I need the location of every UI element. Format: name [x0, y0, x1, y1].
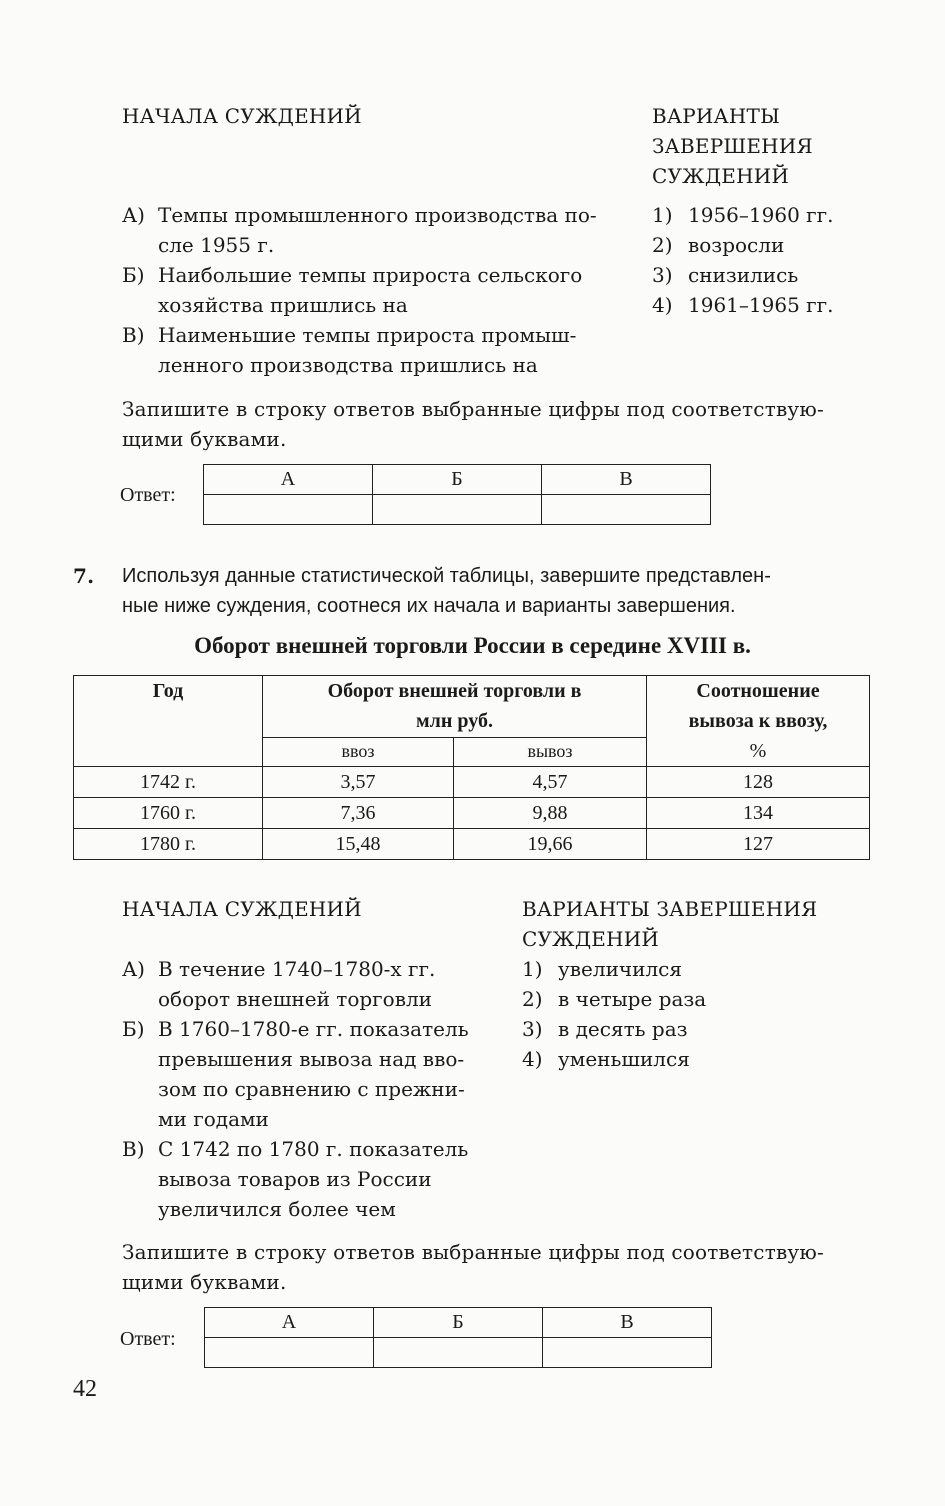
item-line: ленного производства пришлись на: [158, 353, 538, 377]
item-text: уменьшился: [558, 1047, 690, 1071]
item-label: А): [122, 203, 145, 227]
answer-cell-b[interactable]: [373, 495, 542, 525]
cell-export: 19,66: [454, 829, 647, 860]
answer-label-2: Ответ:: [120, 1328, 176, 1350]
item-label: Б): [122, 1017, 145, 1041]
item-text: возросли: [688, 233, 785, 257]
endings-header-1: [652, 101, 813, 191]
item-label: 3): [652, 263, 673, 287]
beginnings-header-1: НАЧАЛА СУЖДЕНИЙ: [122, 104, 362, 128]
endings-header-line: СУЖДЕНИЙ: [652, 164, 790, 188]
item-label: 4): [522, 1047, 543, 1071]
header-import: ввоз: [263, 737, 454, 766]
task-number: 7.: [73, 564, 95, 588]
answer-header-b: Б: [373, 465, 542, 495]
cell-ratio: 127: [647, 829, 870, 860]
endings-header-line: ВАРИАНТЫ: [652, 104, 780, 128]
instruction-line: щими буквами.: [122, 1270, 287, 1294]
answer-header-v: В: [543, 1308, 712, 1338]
cell-ratio: 128: [647, 767, 870, 798]
beginnings-header-2: НАЧАЛА СУЖДЕНИЙ: [122, 897, 362, 921]
header-year: Год: [74, 676, 263, 767]
item-label: В): [122, 1137, 145, 1161]
item-line: зом по сравнению с прежни-: [158, 1077, 465, 1101]
instruction-line: Запишите в строку ответов выбранные цифры под соответствую-: [122, 397, 824, 421]
instruction-1: [122, 394, 882, 454]
answer-header-a: А: [204, 465, 373, 495]
item-line: хозяйства пришлись на: [158, 293, 408, 317]
page-number: 42: [73, 1376, 97, 1402]
intro-line: Используя данные статистической таблицы, завершите представлен-: [122, 565, 771, 587]
header-turnover: [263, 676, 647, 738]
endings-header-line: ВАРИАНТЫ ЗАВЕРШЕНИЯ: [522, 897, 818, 921]
cell-import: 7,36: [263, 798, 454, 829]
answer-cell-v[interactable]: [542, 495, 711, 525]
header-ratio: [647, 676, 870, 767]
item-text: увеличился: [558, 957, 682, 981]
item-text: 1961–1965 гг.: [688, 293, 834, 317]
item-line: В 1760–1780-е гг. показатель: [158, 1017, 469, 1041]
item-line: сле 1955 г.: [158, 233, 275, 257]
answer-table-2: [204, 1307, 712, 1368]
item-text: снизились: [688, 263, 799, 287]
instruction-2: [122, 1237, 882, 1297]
item-line: ми годами: [158, 1107, 269, 1131]
item-text: 1956–1960 гг.: [688, 203, 834, 227]
cell-export: 4,57: [454, 767, 647, 798]
item-label: Б): [122, 263, 145, 287]
answer-header-a: А: [205, 1308, 374, 1338]
answer-cell-a[interactable]: [205, 1338, 374, 1368]
item-label: 2): [522, 987, 543, 1011]
table-title: Оборот внешней торговли России в середине XVIII в.: [194, 633, 751, 658]
item-label: 4): [652, 293, 673, 317]
instruction-line: Запишите в строку ответов выбранные цифры под соответствую-: [122, 1240, 824, 1264]
item-label: 3): [522, 1017, 543, 1041]
instruction-line: щими буквами.: [122, 427, 287, 451]
cell-import: 3,57: [263, 767, 454, 798]
endings-header-line: СУЖДЕНИЙ: [522, 927, 660, 951]
task-intro: [122, 561, 882, 621]
table-row: [74, 829, 870, 860]
item-label: А): [122, 957, 145, 981]
item-line: Наименьшие темпы прироста промыш-: [158, 323, 577, 347]
table-row: [74, 767, 870, 798]
item-label: 1): [522, 957, 543, 981]
answer-table-1: [203, 464, 711, 525]
item-text: в десять раз: [558, 1017, 688, 1041]
item-line: С 1742 по 1780 г. показатель: [158, 1137, 469, 1161]
table-row: [74, 798, 870, 829]
header-line: Оборот внешней торговли в: [327, 680, 582, 702]
item-text: в четыре раза: [558, 987, 707, 1011]
header-export: вывоз: [454, 737, 647, 766]
header-line: %: [749, 740, 767, 762]
item-label: 1): [652, 203, 673, 227]
item-line: оборот внешней торговли: [158, 987, 432, 1011]
cell-year: 1742 г.: [74, 767, 263, 798]
header-line: вывоза к ввозу,: [688, 710, 828, 732]
endings-header-2: [522, 894, 817, 954]
cell-year: 1760 г.: [74, 798, 263, 829]
intro-line: ные ниже суждения, соотнеся их начала и варианты завершения.: [122, 595, 736, 617]
cell-year: 1780 г.: [74, 829, 263, 860]
header-line: Соотношение: [696, 680, 820, 702]
answer-cell-a[interactable]: [204, 495, 373, 525]
item-line: превышения вывоза над вво-: [158, 1047, 465, 1071]
answer-cell-b[interactable]: [374, 1338, 543, 1368]
header-line: млн руб.: [416, 710, 493, 732]
item-line: В течение 1740–1780-х гг.: [158, 957, 436, 981]
endings-header-line: ЗАВЕРШЕНИЯ: [652, 134, 813, 158]
cell-export: 9,88: [454, 798, 647, 829]
answer-cell-v[interactable]: [543, 1338, 712, 1368]
answer-header-b: Б: [374, 1308, 543, 1338]
item-label: В): [122, 323, 145, 347]
statistics-table: [73, 675, 870, 860]
answer-header-v: В: [542, 465, 711, 495]
item-line: Наибольшие темпы прироста сельского: [158, 263, 583, 287]
cell-ratio: 134: [647, 798, 870, 829]
answer-label-1: Ответ:: [120, 484, 176, 506]
item-line: Темпы промышленного производства по-: [158, 203, 597, 227]
item-line: вывоза товаров из России: [158, 1167, 432, 1191]
cell-import: 15,48: [263, 829, 454, 860]
item-line: увеличился более чем: [158, 1197, 396, 1221]
item-label: 2): [652, 233, 673, 257]
